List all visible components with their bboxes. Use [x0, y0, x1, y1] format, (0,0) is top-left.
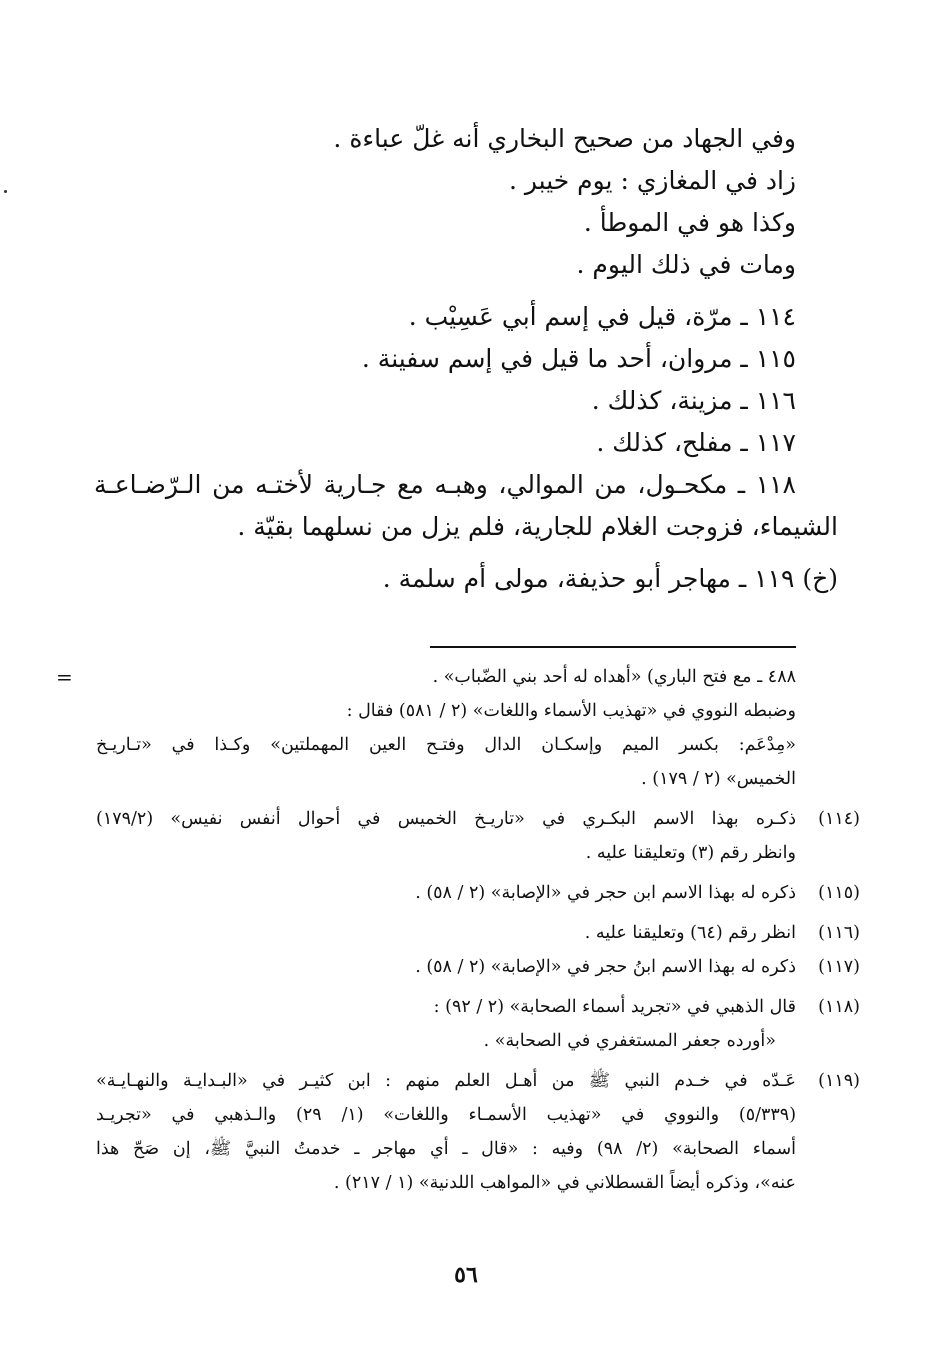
- footnote-marker: (١١٨): [818, 997, 860, 1017]
- footnote-marker: (١١٩): [818, 1071, 860, 1091]
- footnote-119: [96, 1064, 858, 1200]
- main-text: [94, 118, 838, 600]
- footnote-marker: (١١٤): [818, 809, 860, 829]
- continuation-mark: =: [56, 665, 73, 689]
- entry-115: ١١٥ ـ مروان، أحد ما قيل في إسم سفينة .: [361, 344, 796, 373]
- footnote-117: [96, 950, 858, 984]
- entry-114: ١١٤ ـ مرّة، قيل في إسم أبي عَسِيْب .: [408, 302, 796, 331]
- footnote-marker: (١١٦): [818, 923, 860, 943]
- footnote-separator: [430, 646, 796, 648]
- text-line: وكذا هو في الموطأ .: [583, 208, 796, 237]
- footnote-line: (٥/٣٣٩) والنووي في «تهذيب الأسمـاء واللغات» (١/ ٢٩) والـذهبي في «تجريـد: [96, 1105, 797, 1125]
- entry-119: (خ) ١١٩ ـ مهاجر أبو حذيفة، مولى أم سلمة .: [382, 564, 838, 593]
- text-line: ومات في ذلك اليوم .: [576, 250, 796, 279]
- footnote-line: «أورده جعفر المستغفري في الصحابة» .: [483, 1031, 776, 1051]
- footnote-line: انظر رقم (٦٤) وتعليقنا عليه .: [584, 923, 796, 943]
- margin-speck: [4, 190, 7, 193]
- footnote-line: قال الذهبي في «تجريد أسماء الصحابة» (٢ / ٩٢) :: [433, 997, 796, 1017]
- footnote-line: عَـدّه في خـدم النبي ﷺ من أهـل العلم منهم : ابن كثيـر في «البـدايـة والنهـايـة»: [96, 1071, 796, 1091]
- footnote-line: ذكـره بهذا الاسم البكـري في «تاريـخ الخميس في أحوال أنفس نفيس» (١٧٩/٢): [96, 809, 796, 829]
- footnote-line: أسماء الصحابة» (٢/ ٩٨) وفيه : «قال ـ أي مهاجر ـ خدمتُ النبيَّ ﷺ، إن صَحّ هذا: [96, 1139, 796, 1159]
- footnote-marker: (١١٧): [818, 957, 860, 977]
- footnote-line: وضبطه النووي في «تهذيب الأسماء واللغات» (٢ / ٥٨١) فقال :: [346, 701, 796, 721]
- entry-118: ١١٨ ـ مكحـول، من الموالي، وهبـه مع جـارية لأختـه من الـرّضـاعـة: [94, 470, 796, 499]
- entry-116: ١١٦ ـ مزينة، كذلك .: [591, 386, 796, 415]
- entry-118-continuation: الشيماء، فزوجت الغلام للجارية، فلم يزل من نسلهما بقيّة .: [237, 512, 838, 541]
- footnotes: [56, 660, 860, 1206]
- footnote-114: [96, 802, 858, 870]
- entry-117: ١١٧ ـ مفلح، كذلك .: [596, 428, 796, 457]
- footnote-continuation: [56, 660, 796, 796]
- footnote-line: ذكره له بهذا الاسم ابن حجر في «الإصابة» (٢ / ٥٨) .: [415, 883, 796, 903]
- footnote-line: ذكره له بهذا الاسم ابنُ حجر في «الإصابة» (٢ / ٥٨) .: [415, 957, 796, 977]
- footnote-line: ٤٨٨ ـ مع فتح الباري) «أهداه له أحد بني الضّباب» .: [432, 667, 796, 687]
- footnote-line: «مِدْعَم: بكسر الميم وإسكـان الدال وفتـح العين المهملتين» وكـذا في «تـاريـخ: [96, 735, 796, 755]
- text-line: وفي الجهاد من صحيح البخاري أنه غلّ عباءة .: [333, 124, 796, 153]
- footnote-marker: (١١٥): [818, 883, 860, 903]
- footnote-line: وانظر رقم (٣) وتعليقنا عليه .: [585, 843, 796, 863]
- footnote-115: [96, 876, 858, 910]
- footnote-line: الخميس» (٢ / ١٧٩) .: [641, 769, 796, 789]
- footnote-line: عنه»، وذكره أيضاً القسطلاني في «المواهب اللدنية» (١ / ٢١٧) .: [333, 1173, 796, 1193]
- page-number: ٥٦: [454, 1262, 478, 1288]
- text-line: زاد في المغازي : يوم خيبر .: [508, 166, 796, 195]
- footnote-116: [96, 916, 858, 950]
- footnote-118: [96, 990, 858, 1058]
